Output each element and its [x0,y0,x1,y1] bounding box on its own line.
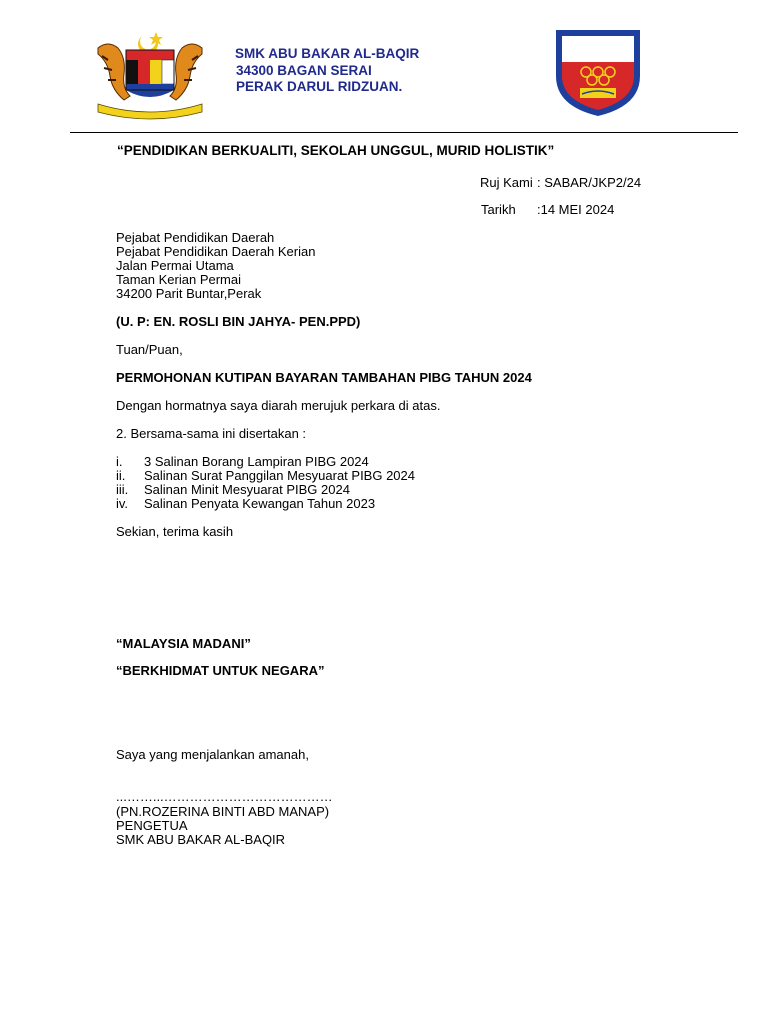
letterhead-divider [70,132,738,133]
attention-line: (U. P: EN. ROSLI BIN JAHYA- PEN.PPD) [116,314,361,329]
recipient-line: 34200 Parit Buntar,Perak [116,286,262,301]
amanah-line: Saya yang menjalankan amanah, [116,747,309,762]
opening-paragraph: Dengan hormatnya saya diarah merujuk perkara di atas. [116,398,441,413]
signature-dots: ...……...………………………………… [116,789,333,804]
enclosure-item: Salinan Minit Mesyuarat PIBG 2024 [144,482,350,497]
signatory-name: (PN.ROZERINA BINTI ABD MANAP) [116,804,330,819]
recipient-line: Taman Kerian Permai [116,272,241,287]
motto-madani: “MALAYSIA MADANI” [116,636,251,651]
enclosure-item: 3 Salinan Borang Lampiran PIBG 2024 [144,454,369,469]
subject-line: PERMOHONAN KUTIPAN BAYARAN TAMBAHAN PIBG TAHUN 2024 [116,370,532,385]
enclosure-number: ii. [116,468,126,483]
recipient-line: Pejabat Pendidikan Daerah Kerian [116,244,316,259]
signatory-school: SMK ABU BAKAR AL-BAQIR [116,832,286,847]
ruj-value: : SABAR/JKP2/24 [537,175,642,190]
motto-berkhidmat: “BERKHIDMAT UNTUK NEGARA” [116,663,325,678]
school-postcode-town: 34300 BAGAN SERAI [236,63,372,78]
tarikh-label: Tarikh [481,202,516,217]
school-crest-logo [552,28,644,118]
enclosure-number: iv. [116,496,129,511]
enclosure-number: iii. [116,482,129,497]
recipient-line: Pejabat Pendidikan Daerah [116,230,275,245]
tarikh-value: :14 MEI 2024 [537,202,615,217]
signatory-title: PENGETUA [116,818,188,833]
enclosure-intro: 2. Bersama-sama ini disertakan : [116,426,307,441]
recipient-line: Jalan Permai Utama [116,258,234,273]
school-state: PERAK DARUL RIDZUAN. [236,79,403,94]
enclosure-item: Salinan Penyata Kewangan Tahun 2023 [144,496,376,511]
salutation: Tuan/Puan, [116,342,183,357]
school-slogan: “PENDIDIKAN BERKUALITI, SEKOLAH UNGGUL, MURID HOLISTIK” [117,143,555,158]
enclosure-number: i. [116,454,123,469]
school-name: SMK ABU BAKAR AL-BAQIR [235,46,420,61]
ruj-label: Ruj Kami [480,175,533,190]
enclosure-item: Salinan Surat Panggilan Mesyuarat PIBG 2024 [144,468,416,483]
closing-line: Sekian, terima kasih [116,524,234,539]
coat-of-arms-logo [90,28,210,120]
